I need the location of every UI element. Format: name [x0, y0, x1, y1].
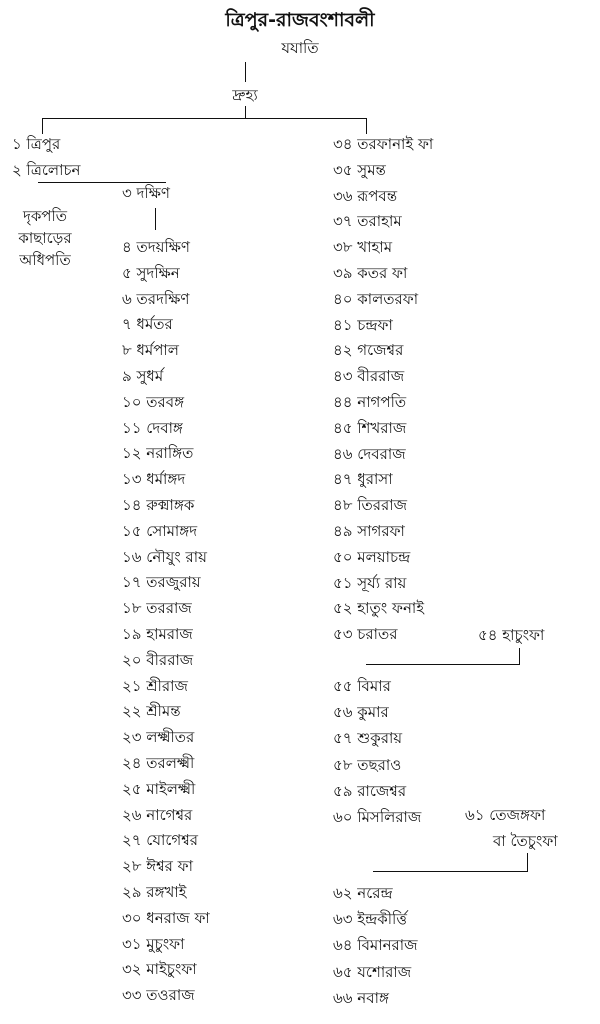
- king-number: ১০: [122, 392, 142, 411]
- king-number: ১: [12, 135, 22, 153]
- list-item: [333, 470, 393, 488]
- king-3: [122, 184, 170, 202]
- king-name: ইন্দ্রকীর্ত্তি: [357, 910, 408, 929]
- list-item: [122, 264, 180, 282]
- king-name: হামরাজ: [146, 625, 193, 643]
- list-item: [333, 574, 406, 592]
- branch-line: [38, 182, 166, 183]
- list-item: [122, 754, 194, 772]
- king-name: গজেশ্বর: [357, 341, 404, 360]
- king-number: ২২: [122, 702, 142, 721]
- king-number: ১৯: [122, 625, 142, 643]
- king-number: ৪১: [333, 315, 353, 334]
- list-item: [333, 729, 402, 747]
- king-number: ৬২: [333, 884, 353, 902]
- connector-line: [245, 106, 246, 118]
- king-number: ১৬: [122, 547, 142, 566]
- king-number: ২১: [122, 676, 142, 695]
- connector-line: [155, 208, 156, 230]
- king-name: যশোরাজ: [357, 962, 412, 981]
- king-name: দেবরাজ: [357, 444, 406, 463]
- king-number: ৪২: [333, 341, 353, 360]
- king-number: ৪৭: [333, 470, 353, 489]
- king-number: ৫২: [333, 599, 353, 618]
- king-name: তরদক্ষিণ: [136, 289, 190, 308]
- king-number: ১৭: [122, 573, 142, 592]
- list-item: [122, 522, 197, 540]
- king-number: ১৪: [122, 496, 142, 514]
- king-name: কালতরফা: [357, 289, 419, 308]
- king-number: ২: [12, 161, 22, 179]
- list-item: [122, 290, 189, 308]
- branch-line: [366, 664, 520, 665]
- king-number: ৪৩: [333, 367, 353, 386]
- king-number: ৪৬: [333, 444, 353, 463]
- ancestor-druhyu: দ্রুহ্য: [232, 86, 258, 104]
- king-number: ২৬: [122, 805, 142, 824]
- list-item: [333, 884, 393, 902]
- list-item: [122, 419, 183, 437]
- king-name: বিমার: [357, 677, 391, 695]
- list-item: [333, 963, 411, 981]
- list-item: [333, 548, 410, 566]
- king-name: মাইচুংফা: [146, 960, 197, 979]
- list-item: [122, 677, 188, 695]
- king-number: ৬০: [333, 808, 353, 826]
- king-number: ৩: [122, 184, 132, 202]
- king-number: ৪৯: [333, 522, 353, 540]
- list-item: [122, 702, 181, 720]
- list-item: [333, 677, 391, 695]
- king-name: নাগপতি: [357, 393, 407, 411]
- list-item: [333, 522, 405, 540]
- king-number: ৫৯: [333, 781, 353, 800]
- king-54: [478, 626, 544, 644]
- list-item: [333, 161, 386, 179]
- king-name: বিমানরাজ: [357, 936, 418, 955]
- king-number: ৩২: [122, 960, 142, 979]
- king-number: ৬৩: [333, 910, 353, 929]
- king-number: ৩৮: [333, 238, 353, 257]
- king-number: ৩১: [122, 934, 142, 953]
- list-item: [122, 470, 185, 488]
- list-item: [333, 316, 393, 334]
- list-item: [122, 651, 193, 669]
- king-number: ৬৬: [333, 988, 353, 1007]
- king-number: ৪৮: [333, 496, 353, 515]
- king-name: সূর্য্য রায়: [357, 573, 407, 592]
- king-name: দেবাঙ্গ: [146, 418, 183, 437]
- king-name: রুক্মাঙ্গক: [146, 496, 195, 514]
- king-name: তওরাজ: [146, 986, 195, 1005]
- list-item: [122, 315, 173, 333]
- list-item: [333, 989, 389, 1007]
- list-item: [333, 756, 401, 774]
- list-item: [333, 599, 424, 617]
- list-item: [122, 341, 179, 359]
- king-name: ধর্মাঙ্গদ: [146, 470, 186, 489]
- king-name: দক্ষিণ: [136, 184, 170, 202]
- king-name: শুকুরায়: [357, 729, 403, 748]
- king-number: ৪৪: [333, 393, 353, 411]
- king-number: ৬৫: [333, 962, 353, 981]
- connector-line: [519, 648, 520, 664]
- list-item: [333, 936, 418, 954]
- page-title: ত্রিপুর-রাজবংশাবলী: [225, 9, 375, 31]
- king-name: নৌযুং রায়: [146, 547, 207, 566]
- king-name: সুদক্ষিন: [136, 263, 180, 282]
- branch-line: [373, 871, 528, 872]
- king-number: ৫১: [333, 573, 353, 592]
- list-item: [122, 238, 190, 256]
- king-name: কুমার: [357, 703, 389, 722]
- king-61-alt: বা তৈচুংফা: [493, 832, 558, 850]
- king-name: তরাহাম: [357, 212, 402, 231]
- king-name: ঈশ্বর ফা: [146, 857, 193, 876]
- list-item: [122, 599, 192, 617]
- king-number: ২৭: [122, 831, 142, 850]
- connector-line: [527, 853, 528, 871]
- king-number: ৩৩: [122, 986, 142, 1005]
- list-item: [333, 290, 418, 308]
- branch-line: [245, 118, 366, 119]
- king-name: হাতুং ফনাই: [357, 599, 425, 618]
- king-number: ১১: [122, 418, 142, 437]
- king-name: শ্রীমন্ত: [146, 702, 181, 721]
- king-name: ধর্মতর: [136, 315, 173, 334]
- list-item: [122, 573, 201, 591]
- king-name: তরফানাই ফা: [357, 135, 434, 153]
- list-item: [333, 703, 389, 721]
- king-name: ত্রিলোচন: [26, 161, 81, 179]
- king-name: নবাঙ্গ: [357, 988, 389, 1007]
- king-number: ৫৭: [333, 729, 353, 748]
- king-number: ৫৩: [333, 625, 353, 644]
- list-item: [122, 909, 210, 927]
- king-number: ৬: [122, 289, 132, 308]
- king-number: ১২: [122, 444, 142, 463]
- list-item: [122, 780, 195, 798]
- list-item: [122, 960, 197, 978]
- list-item: [333, 367, 404, 385]
- list-item: [122, 625, 193, 643]
- list-item: [122, 831, 198, 849]
- king-name: শিখরাজ: [357, 418, 407, 437]
- list-item: [122, 393, 184, 411]
- list-item: [333, 393, 406, 411]
- king-number: ৯: [122, 367, 132, 385]
- list-item: [333, 808, 421, 826]
- king-name: তেজঙ্গফা: [489, 806, 546, 824]
- king-name: নাগেশ্বর: [146, 805, 193, 824]
- king-number: ২৪: [122, 754, 142, 772]
- king-number: ৫৮: [333, 755, 353, 774]
- king-1: [12, 135, 60, 153]
- king-name: নরাঙ্গিত: [146, 444, 194, 463]
- list-item: [333, 135, 433, 153]
- king-number: ২৯: [122, 883, 142, 901]
- king-number: ৫৫: [333, 677, 353, 695]
- king-name: তরবঙ্গ: [146, 392, 185, 411]
- king-name: রঙ্গখাই: [146, 883, 187, 901]
- king-name: তছরাও: [357, 755, 402, 774]
- king-name: বীররাজ: [146, 650, 194, 669]
- king-name: তিররাজ: [357, 496, 408, 515]
- king-number: ৬৪: [333, 936, 353, 955]
- king-number: ৫৬: [333, 703, 353, 722]
- list-item: [122, 806, 192, 824]
- list-item: [333, 212, 402, 230]
- king-name: ধুরাসা: [357, 470, 393, 489]
- side-note: দৃকপতি কাছাড়ের অধিপতি: [18, 207, 72, 269]
- king-number: ৫: [122, 263, 132, 282]
- king-number: ৪: [122, 238, 132, 256]
- king-number: ৩৯: [333, 264, 353, 282]
- king-number: ১৮: [122, 599, 142, 618]
- king-name: কতর ফা: [357, 264, 408, 282]
- list-item: [333, 496, 407, 514]
- king-number: ৫৪: [478, 626, 498, 644]
- king-name: খাহাম: [357, 238, 393, 257]
- list-item: [122, 444, 193, 462]
- connector-line: [366, 118, 367, 134]
- king-name: তরজুরায়: [146, 573, 201, 592]
- list-item: [122, 935, 184, 953]
- king-name: মাইলক্ষ্মী: [146, 779, 196, 798]
- king-number: ৪৫: [333, 418, 353, 437]
- king-2: [12, 161, 80, 179]
- king-number: ৩৫: [333, 160, 353, 179]
- list-item: [122, 367, 163, 385]
- king-number: ৩৬: [333, 186, 353, 205]
- king-number: ১৩: [122, 470, 142, 489]
- king-name: সুমন্ত: [357, 160, 386, 179]
- list-item: [333, 910, 407, 928]
- king-name: ত্রিপুর: [26, 135, 61, 153]
- king-number: ১৫: [122, 521, 142, 540]
- king-name: চন্দ্রফা: [357, 315, 393, 334]
- king-number: ৪০: [333, 289, 353, 308]
- list-item: [333, 187, 397, 205]
- connector-line: [245, 62, 246, 82]
- list-item: [122, 728, 194, 746]
- king-name: মুচুংফা: [146, 934, 185, 953]
- king-number: ২৩: [122, 728, 142, 747]
- king-number: ২৮: [122, 857, 142, 876]
- king-name: রূপবন্ত: [357, 186, 398, 205]
- king-name: যোগেশ্বর: [146, 831, 199, 850]
- king-name: লক্ষ্মীতর: [146, 728, 195, 747]
- list-item: [122, 883, 186, 901]
- list-item: [333, 341, 403, 359]
- king-number: ২০: [122, 650, 142, 669]
- king-name: ধনরাজ ফা: [146, 908, 210, 927]
- king-name: সাগরফা: [357, 522, 405, 540]
- king-name: মলয়াচন্দ্র: [357, 547, 411, 566]
- king-name: মিসলিরাজ: [357, 808, 422, 826]
- list-item: [333, 264, 407, 282]
- list-item: [122, 496, 194, 514]
- list-item: [122, 986, 195, 1004]
- king-name: সোমাঙ্গদ: [146, 521, 198, 540]
- king-name: চরাতর: [357, 625, 398, 644]
- king-name: সুধর্ম: [136, 367, 164, 385]
- king-name: তদয়ক্ষিণ: [136, 238, 191, 256]
- king-name: তরলক্ষ্মী: [146, 754, 195, 772]
- king-number: ৩০: [122, 908, 142, 927]
- list-item: [333, 419, 406, 437]
- list-item: [333, 445, 406, 463]
- king-61: [465, 806, 545, 824]
- king-number: ৩৭: [333, 212, 353, 231]
- king-number: ২৫: [122, 779, 142, 798]
- list-item: [333, 238, 392, 256]
- list-item: [122, 548, 207, 566]
- king-number: ৫০: [333, 547, 353, 566]
- king-name: রাজেশ্বর: [357, 781, 407, 800]
- list-item: [333, 625, 397, 643]
- king-number: ৭: [122, 315, 132, 334]
- list-item: [333, 782, 406, 800]
- king-name: নরেন্দ্র: [357, 884, 393, 902]
- list-item: [122, 857, 193, 875]
- king-name: হাচুংফা: [502, 626, 545, 644]
- king-number: ৮: [122, 341, 132, 360]
- king-number: ৬১: [465, 806, 485, 824]
- king-name: বীররাজ: [357, 367, 405, 386]
- king-name: তররাজ: [146, 599, 192, 618]
- connector-line: [42, 118, 43, 134]
- king-name: শ্রীরাজ: [146, 676, 188, 695]
- king-number: ৩৪: [333, 135, 353, 153]
- ancestor-yayati: যযাতি: [281, 39, 319, 57]
- king-name: ধর্মপাল: [136, 341, 179, 360]
